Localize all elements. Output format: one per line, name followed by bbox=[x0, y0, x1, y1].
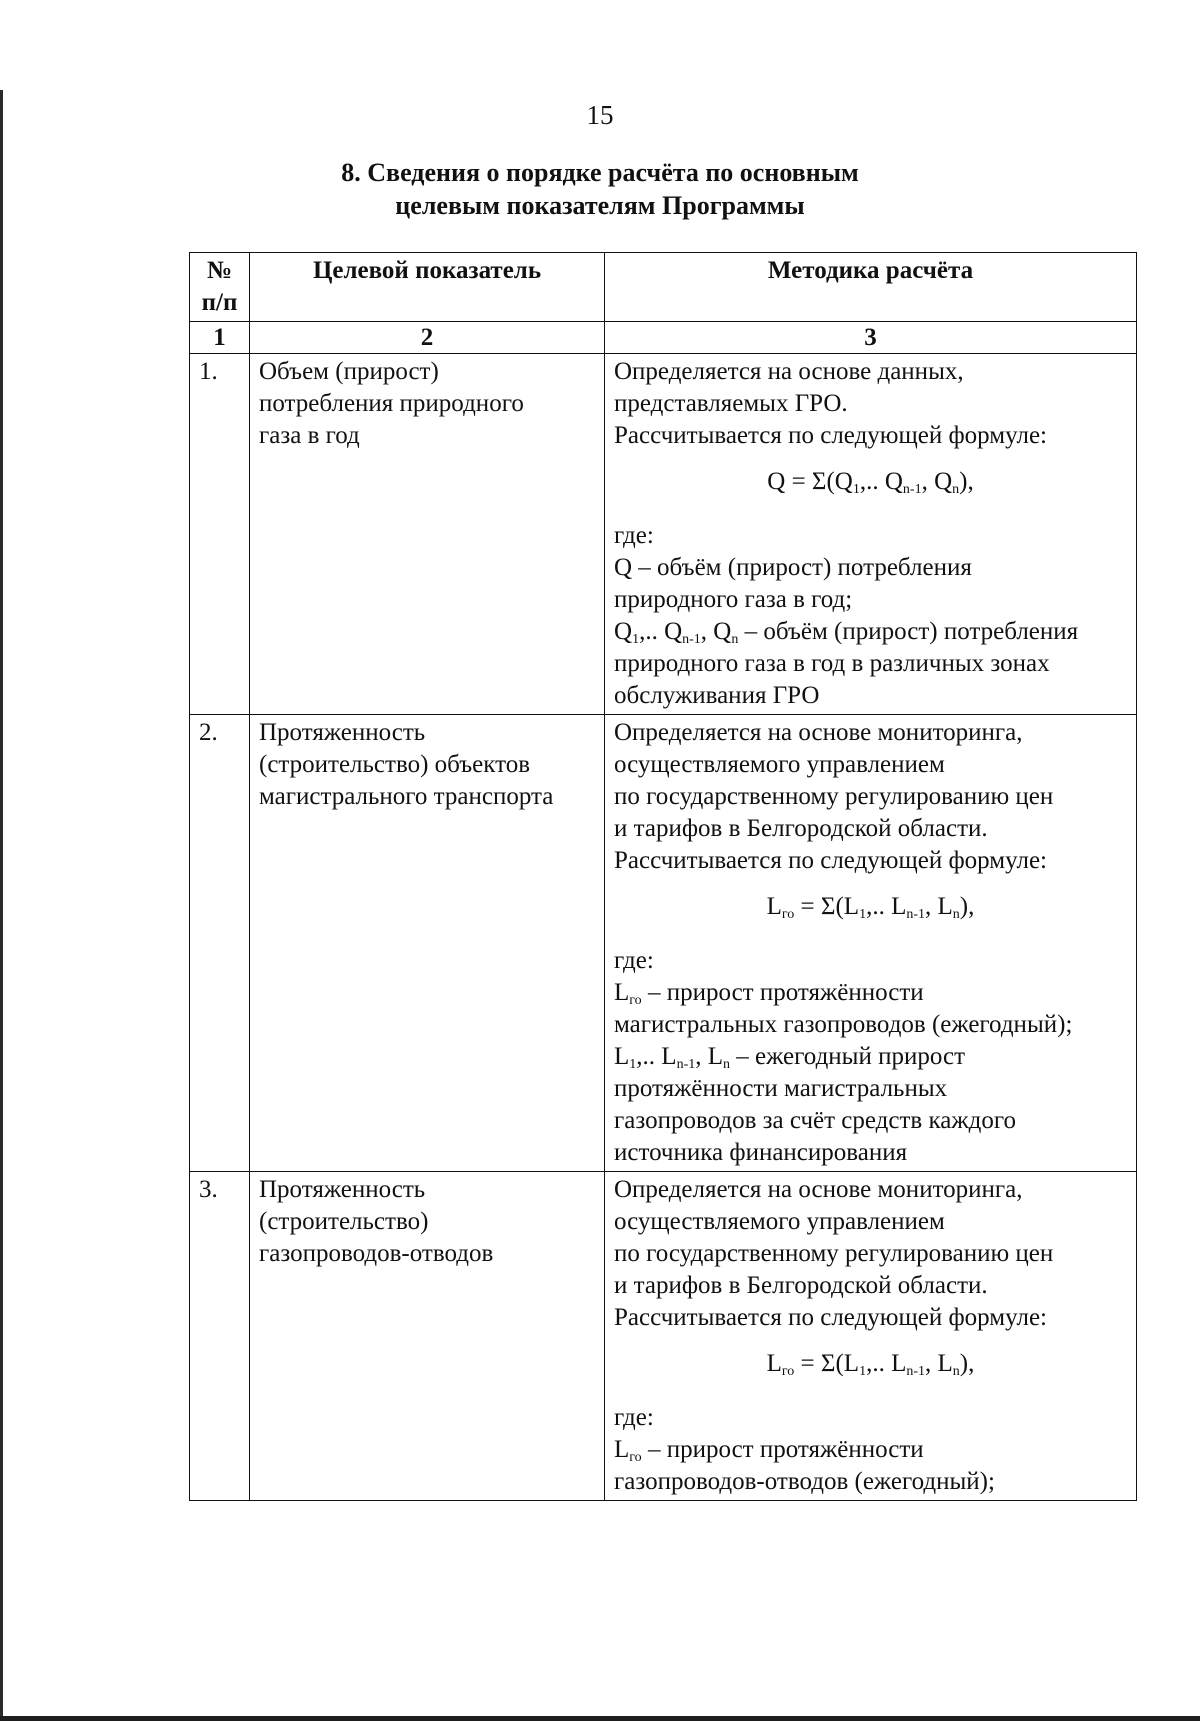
indicator-line: Протяженность bbox=[259, 719, 426, 746]
where-label: где: bbox=[614, 522, 654, 549]
indicator-line: Объем (прирост) bbox=[259, 358, 439, 385]
formula-var: L bbox=[937, 893, 953, 920]
formula bbox=[614, 877, 1127, 945]
def-sub-n-1: n-1 bbox=[682, 632, 701, 647]
column-number-2: 2 bbox=[250, 322, 605, 354]
where-label: где: bbox=[614, 1404, 654, 1431]
def-rest: – объём (прирост) потребления bbox=[738, 618, 1079, 645]
definition-line: природного газа в год; bbox=[614, 586, 853, 613]
row-number: 1. bbox=[190, 354, 250, 715]
method-line: Рассчитывается по следующей формуле: bbox=[614, 1304, 1048, 1331]
method-line: по государственному регулированию цен bbox=[614, 1240, 1054, 1267]
formula-sub-n-1: n-1 bbox=[902, 482, 922, 497]
method-cell bbox=[605, 1172, 1137, 1501]
indicator-line: потребления природного bbox=[259, 390, 524, 417]
def-var: L bbox=[614, 979, 630, 1006]
def-sub: го bbox=[629, 1450, 642, 1465]
def-dots: ,.. bbox=[639, 618, 665, 645]
method-cell bbox=[605, 354, 1137, 715]
header-method: Методика расчёта bbox=[605, 253, 1137, 322]
formula-var: L bbox=[891, 893, 907, 920]
formula-var: L bbox=[891, 1350, 907, 1377]
formula-sub-1: 1 bbox=[859, 907, 867, 922]
formula-lhs-sub: го bbox=[781, 907, 795, 922]
def-var: L bbox=[707, 1043, 724, 1070]
def-separator: , bbox=[700, 618, 714, 645]
def-sub-1: 1 bbox=[629, 1057, 637, 1072]
indicator-line: газа в год bbox=[259, 422, 360, 449]
formula-sub-n: n bbox=[952, 1364, 960, 1379]
formula-var: Q bbox=[834, 468, 853, 495]
section-title bbox=[0, 156, 1200, 222]
method-line: осуществляемого управлением bbox=[614, 1208, 945, 1235]
definition-line: магистральных газопроводов (ежегодный); bbox=[614, 1011, 1073, 1038]
method-line: представляемых ГРО. bbox=[614, 390, 848, 417]
formula-var: Q bbox=[884, 468, 903, 495]
header-number bbox=[190, 253, 250, 322]
def-rest: – прирост протяжённости bbox=[641, 979, 924, 1006]
where-label: где: bbox=[614, 947, 654, 974]
formula-sub-1: 1 bbox=[859, 1364, 867, 1379]
section-title-line-2: целевым показателям Программы bbox=[395, 191, 805, 220]
row-number: 3. bbox=[190, 1172, 250, 1501]
definition-line bbox=[614, 1041, 1127, 1073]
formula-lhs: L bbox=[766, 1350, 782, 1377]
formula-dots: ,.. bbox=[866, 893, 892, 920]
formula-dots: ,.. bbox=[859, 468, 885, 495]
formula-var: L bbox=[937, 1350, 953, 1377]
column-number-1: 1 bbox=[190, 322, 250, 354]
formula-sub-n: n bbox=[952, 907, 960, 922]
def-var: L bbox=[614, 1436, 630, 1463]
definition-line bbox=[614, 616, 1127, 648]
header-number-line-2: п/п bbox=[201, 289, 238, 316]
def-var: L bbox=[614, 1043, 630, 1070]
definition-line: протяжённости магистральных bbox=[614, 1075, 948, 1102]
indicator-cell bbox=[250, 1172, 605, 1501]
method-line: и тарифов в Белгородской области. bbox=[614, 1272, 988, 1299]
method-line: Определяется на основе данных, bbox=[614, 358, 964, 385]
table-row bbox=[190, 1172, 1137, 1501]
formula-var: L bbox=[843, 893, 860, 920]
method-line: по государственному регулированию цен bbox=[614, 783, 1054, 810]
definition-line: газопроводов за счёт средств каждого bbox=[614, 1107, 1016, 1134]
def-var: L bbox=[661, 1043, 677, 1070]
method-line: и тарифов в Белгородской области. bbox=[614, 815, 988, 842]
formula-dots: ,.. bbox=[866, 1350, 892, 1377]
def-sub-n: n bbox=[723, 1057, 731, 1072]
indicator-cell bbox=[250, 354, 605, 715]
definition-line: природного газа в год в различных зонах bbox=[614, 650, 1050, 677]
formula-sub-n-1: n-1 bbox=[906, 1364, 926, 1379]
column-number-row bbox=[190, 322, 1137, 354]
formula-separator: , bbox=[925, 1350, 938, 1377]
page-number: 15 bbox=[586, 100, 614, 130]
section-title-line-1: 8. Сведения о порядке расчёта по основным bbox=[341, 158, 859, 187]
method-line: Рассчитывается по следующей формуле: bbox=[614, 847, 1048, 874]
def-rest: – ежегодный прирост bbox=[730, 1043, 965, 1070]
header-number-line-1: № bbox=[206, 257, 233, 284]
indicators-table bbox=[189, 252, 1137, 1501]
definition-line: обслуживания ГРО bbox=[614, 682, 820, 709]
formula-sub-1: 1 bbox=[852, 482, 860, 497]
def-rest: – прирост протяжённости bbox=[641, 1436, 924, 1463]
formula-var: Q bbox=[934, 468, 953, 495]
def-dots: ,.. bbox=[636, 1043, 662, 1070]
formula-separator: , bbox=[921, 468, 935, 495]
definition-line: газопроводов-отводов (ежегодный); bbox=[614, 1468, 995, 1495]
formula-lhs-sub: го bbox=[781, 1364, 795, 1379]
formula-lhs: L bbox=[766, 893, 782, 920]
method-cell bbox=[605, 715, 1137, 1172]
formula bbox=[614, 1334, 1127, 1402]
method-line: осуществляемого управлением bbox=[614, 751, 945, 778]
formula-lhs: Q bbox=[767, 468, 786, 495]
method-line: Определяется на основе мониторинга, bbox=[614, 1176, 1023, 1203]
def-sub-n-1: n-1 bbox=[676, 1057, 696, 1072]
def-var: Q bbox=[664, 618, 683, 645]
indicator-cell bbox=[250, 715, 605, 1172]
formula-tail: ), bbox=[959, 468, 974, 495]
table-row bbox=[190, 354, 1137, 715]
row-number: 2. bbox=[190, 715, 250, 1172]
definition-line: источника финансирования bbox=[614, 1139, 908, 1166]
header-indicator: Целевой показатель bbox=[250, 253, 605, 322]
method-line: Рассчитывается по следующей формуле: bbox=[614, 422, 1048, 449]
def-sub: го bbox=[629, 993, 642, 1008]
table-header-row bbox=[190, 253, 1137, 322]
definition-line bbox=[614, 977, 1127, 1009]
formula-eq: = Σ( bbox=[785, 468, 835, 495]
formula-sub-n-1: n-1 bbox=[906, 907, 926, 922]
def-var: Q bbox=[614, 618, 633, 645]
definition-line: Q – объём (прирост) потребления bbox=[614, 554, 972, 581]
def-sub-n: n bbox=[731, 632, 739, 647]
column-number-3: 3 bbox=[605, 322, 1137, 354]
def-var: Q bbox=[713, 618, 732, 645]
method-line: Определяется на основе мониторинга, bbox=[614, 719, 1023, 746]
def-sub-1: 1 bbox=[632, 632, 640, 647]
formula-tail: ), bbox=[959, 1350, 975, 1377]
formula-eq: = Σ( bbox=[794, 893, 844, 920]
table-row bbox=[190, 715, 1137, 1172]
formula bbox=[614, 452, 1127, 520]
indicator-line: (строительство) bbox=[259, 1208, 429, 1235]
formula-tail: ), bbox=[959, 893, 975, 920]
scan-edge-left bbox=[0, 90, 3, 1721]
formula-sub-n: n bbox=[952, 482, 960, 497]
indicator-line: Протяженность bbox=[259, 1176, 426, 1203]
scan-edge-bottom bbox=[0, 1716, 1200, 1721]
formula-separator: , bbox=[925, 893, 938, 920]
indicator-line: (строительство) объектов bbox=[259, 751, 530, 778]
indicator-line: газопроводов-отводов bbox=[259, 1240, 494, 1267]
def-separator: , bbox=[695, 1043, 708, 1070]
formula-eq: = Σ( bbox=[794, 1350, 844, 1377]
formula-var: L bbox=[843, 1350, 860, 1377]
indicator-line: магистрального транспорта bbox=[259, 783, 554, 810]
definition-line bbox=[614, 1434, 1127, 1466]
